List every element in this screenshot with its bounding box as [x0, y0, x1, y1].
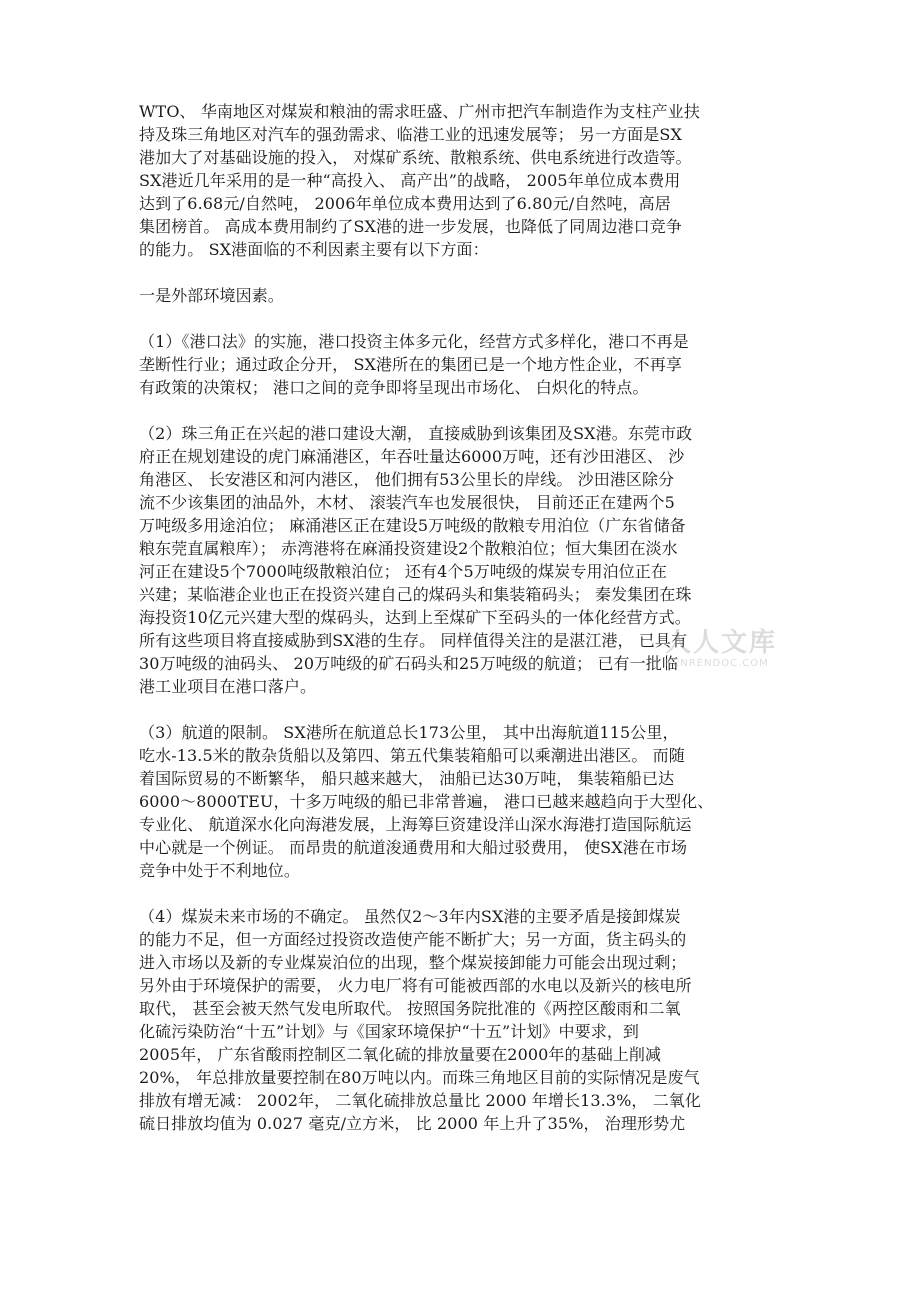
watermark-logo [665, 628, 785, 698]
text-line: 6000～8000TEU，十多万吨级的船已非常普遍， 港口已越来越趋向于大型化、 [139, 792, 714, 811]
text-line: 持及珠三角地区对汽车的强劲需求、临港工业的迅速发展等； 另一方面是SX [139, 125, 682, 144]
text-line: 的能力。 SX港面临的不利因素主要有以下方面： [139, 240, 489, 259]
text-line: 中心就是一个例证。 而昂贵的航道浚通费用和大船过驳费用， 使SX港在市场 [139, 838, 688, 857]
section-heading-external-factors [139, 284, 779, 307]
text-line: 港加大了对基础设施的投入， 对煤矿系统、散粮系统、供电系统进行改造等。 [139, 148, 692, 167]
text-line: （4）煤炭未来市场的不确定。 虽然仅2～3年内SX港的主要矛盾是接卸煤炭 [139, 907, 681, 926]
text-line: 2005年， 广东省酸雨控制区二氧化硫的排放量要在2000年的基础上削减 [139, 1045, 662, 1064]
text-line: 取代， 甚至会被天然气发电所取代。 按照国务院批准的《两控区酸雨和二氧 [139, 999, 681, 1018]
text-line: 有政策的决策权； 港口之间的竞争即将呈现出市场化、 白炽化的特点。 [139, 378, 649, 397]
paragraph-item-1 [139, 330, 779, 399]
paragraph-spacer [139, 307, 779, 330]
text-line: 着国际贸易的不断繁华， 船只越来越大， 油船已达30万吨， 集装箱船已达 [139, 769, 675, 788]
paragraph-spacer [139, 698, 779, 721]
watermark-subtext: RENRENDOC.COM [665, 658, 769, 669]
text-line: 30万吨级的油码头、 20万吨级的矿石码头和25万吨级的航道； 已有一批临 [139, 654, 678, 673]
paragraph-1 [139, 100, 779, 261]
text-line: 河正在建设5个7000吨级散粮泊位； 还有4个5万吨级的煤炭专用泊位正在 [139, 562, 667, 581]
text-line: 的能力不足，但一方面经过投资改造使产能不断扩大；另一方面，货主码头的 [139, 930, 687, 949]
text-line: 海投资10亿元兴建大型的煤码头，达到上至煤矿下至码头的一体化经营方式。 [139, 608, 691, 627]
text-line: 化硫污染防治“十五”计划》与《国家环境保护“十五”计划》中要求，到 [139, 1022, 640, 1041]
text-line: 专业化、 航道深水化向海港发展，上海筹巨资建设洋山深水海港打造国际航运 [139, 815, 692, 834]
text-line: （1）《港口法》的实施，港口投资主体多元化，经营方式多样化，港口不再是 [139, 332, 689, 351]
text-line: （3）航道的限制。 SX港所在航道总长173公里， 其中出海航道115公里， [139, 723, 679, 742]
text-line: （2）珠三角正在兴起的港口建设大潮， 直接威胁到该集团及SX港。东莞市政 [139, 424, 693, 443]
watermark-text: 人人文库 [665, 628, 778, 658]
document-page [139, 100, 779, 1135]
text-line: 20%， 年总排放量要控制在80万吨以内。而珠三角地区目前的实际情况是废气 [139, 1068, 700, 1087]
paragraph-spacer [139, 261, 779, 284]
text-line: 排放有增无减： 2002年， 二氧化硫排放总量比 2000 年增长13.3%， 二氧化 [139, 1091, 701, 1110]
text-line: 所有这些项目将直接威胁到SX港的生存。 同样值得关注的是湛江港， 已具有 [139, 631, 688, 650]
text-line: 垄断性行业；通过政企分开， SX港所在的集团已是一个地方性企业，不再享 [139, 355, 682, 374]
text-line: 进入市场以及新的专业煤炭泊位的出现，整个煤炭接卸能力可能会出现过剩； [139, 953, 687, 972]
text-line: 达到了6.68元/自然吨， 2006年单位成本费用达到了6.80元/自然吨，高居 [139, 194, 671, 213]
paragraph-item-4 [139, 905, 779, 1135]
text-line: 万吨级多用途泊位； 麻涌港区正在建设5万吨级的散粮专用泊位（广东省储备 [139, 516, 686, 535]
text-line: 硫日排放均值为 0.027 毫克/立方米， 比 2000 年上升了35%， 治理形势尤 [139, 1114, 686, 1133]
text-line: 集团榜首。 高成本费用制约了SX港的进一步发展，也降低了同周边港口竞争 [139, 217, 682, 236]
text-line: 兴建；某临港企业也正在投资兴建自己的煤码头和集装箱码头； 秦发集团在珠 [139, 585, 692, 604]
paragraph-spacer [139, 399, 779, 422]
text-line: 一是外部环境因素。 [139, 286, 284, 305]
text-line: 另外由于环境保护的需要， 火力电厂将有可能被西部的水电以及新兴的核电所 [139, 976, 692, 995]
text-line: 粮东莞直属粮库）； 赤湾港将在麻涌投资建设2个散粮泊位；恒大集团在淡水 [139, 539, 678, 558]
text-line: 角港区、 长安港区和河内港区， 他们拥有53公里长的岸线。 沙田港区除分 [139, 470, 675, 489]
text-line: WTO、 华南地区对煤炭和粮油的需求旺盛、广州市把汽车制造作为支柱产业扶 [139, 102, 700, 121]
paragraph-item-3 [139, 721, 779, 882]
text-line: SX港近几年采用的是一种“高投入、 高产出”的战略， 2005年单位成本费用 [139, 171, 681, 190]
text-line: 港工业项目在港口落户。 [139, 677, 317, 696]
text-line: 竞争中处于不利地位。 [139, 861, 301, 880]
text-line: 吃水-13.5米的散杂货船以及第四、第五代集装箱船可以乘潮进出港区。 而随 [139, 746, 685, 765]
paragraph-spacer [139, 882, 779, 905]
text-line: 流不少该集团的油品外，木材、 滚装汽车也发展很快， 目前还正在建两个5 [139, 493, 675, 512]
text-line: 府正在规划建设的虎门麻涌港区，年吞吐量达6000万吨，还有沙田港区、 沙 [139, 447, 685, 466]
